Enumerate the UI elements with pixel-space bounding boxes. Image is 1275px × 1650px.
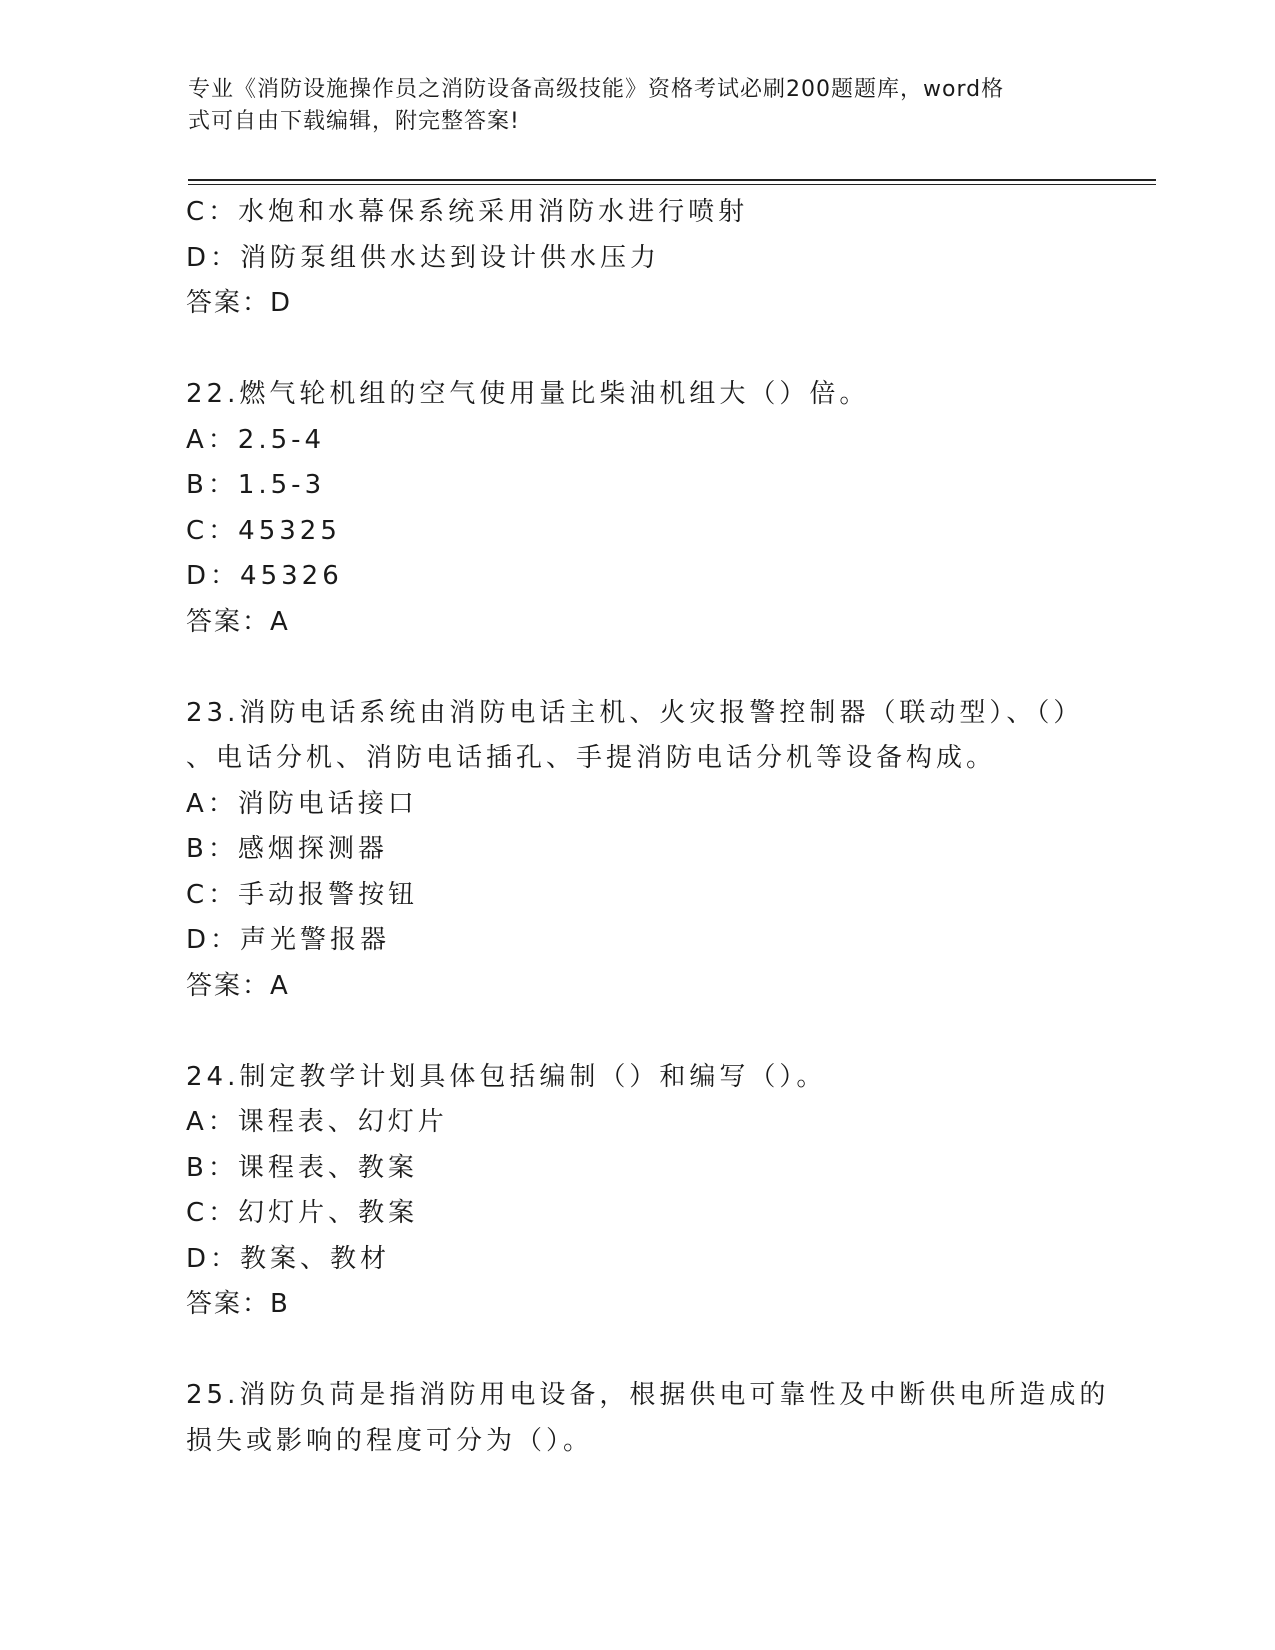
option-b: B：课程表、教案 [186, 1152, 418, 1183]
option-d: D：教案、教材 [186, 1243, 391, 1274]
option-c: C：手动报警按钮 [186, 879, 419, 910]
answer-line: 答案：A [186, 606, 290, 637]
option-c: C：幻灯片、教案 [186, 1198, 419, 1228]
question-list [186, 190, 1110, 1464]
option-a: A：课程表、幻灯片 [186, 1107, 448, 1137]
header-line-1: 专业《消防设施操作员之消防设备高级技能》资格考试必刷200题题库，word格 [188, 77, 1005, 102]
question-stem-cont: 、电话分机、消防电话插孔、手提消防电话分机等设备构成。 [186, 743, 997, 773]
question-23 [186, 691, 1086, 1010]
question-stem: 23.消防电话系统由消防电话主机、火灾报警控制器（联动型）、（） [186, 697, 1084, 728]
answer-line: 答案：D [186, 288, 293, 318]
option-d: D：45326 [186, 561, 343, 591]
question-stem: 22.燃气轮机组的空气使用量比柴油机组大（）倍。 [186, 379, 870, 409]
option-a: A：消防电话接口 [186, 788, 418, 819]
option-d: D：消防泵组供水达到设计供水压力 [186, 242, 661, 273]
document-header [188, 74, 1068, 138]
option-c: C：水炮和水幕保系统采用消防水进行喷射 [186, 197, 749, 227]
question-stem: 24.制定教学计划具体包括编制（）和编写（）。 [186, 1061, 827, 1092]
option-d: D：声光警报器 [186, 925, 391, 955]
question-stem: 25.消防负苘是指消防用电设备，根据供电可靠性及中断供电所造成的 [186, 1380, 1110, 1410]
header-divider-thin [188, 184, 1156, 185]
header-divider-thick [188, 179, 1156, 181]
question-stem-cont: 损失或影响的程度可分为（）。 [186, 1425, 594, 1456]
option-a: A：2.5-4 [186, 424, 326, 455]
question-25 [186, 1373, 1110, 1464]
option-b: B：感烟探测器 [186, 834, 388, 864]
question-22 [186, 372, 1086, 645]
header-line-2: 式可自由下载编辑，附完整答案! [188, 109, 520, 134]
answer-line: 答案：A [186, 970, 290, 1001]
question-21-tail [186, 190, 1086, 327]
option-c: C：45325 [186, 515, 341, 546]
answer-line: 答案：B [186, 1289, 290, 1319]
question-24 [186, 1055, 1086, 1328]
option-b: B：1.5-3 [186, 470, 326, 500]
